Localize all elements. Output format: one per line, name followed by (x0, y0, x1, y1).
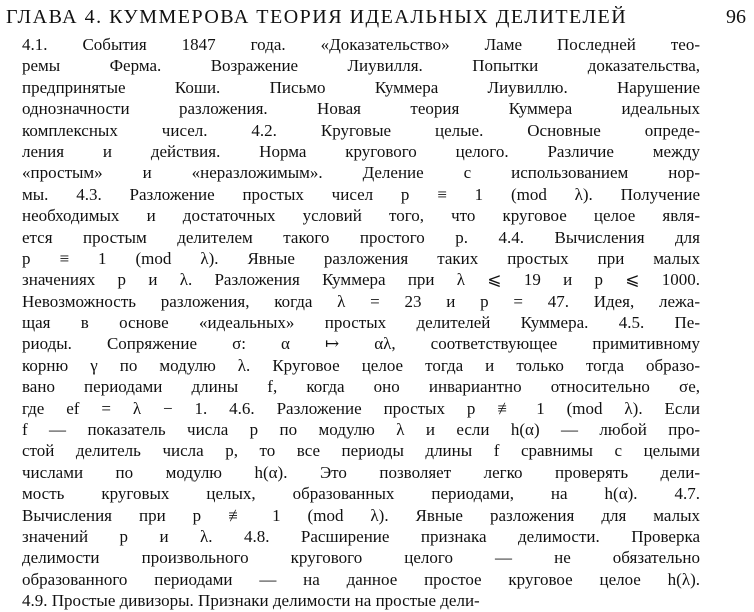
page-number: 96 (726, 6, 746, 28)
text-line: p ≡ 1 (mod λ). Явные разложения таких простых при малых (22, 248, 700, 268)
chapter-title: ГЛАВА 4. КУММЕРОВА ТЕОРИЯ ИДЕАЛЬНЫХ ДЕЛИТЕЛЕЙ (6, 6, 628, 28)
text-line: ления и действия. Норма кругового целого. Различие между (22, 141, 700, 161)
text-line: риоды. Сопряжение σ: α ↦ αλ, соответствующее примитивному (22, 334, 700, 354)
text-line: щая в основе «идеальных» простых делителей Куммера. 4.5. Пе- (22, 313, 700, 333)
text-line: образованного периодами — на данное простое круговое целое h(λ). (22, 569, 700, 589)
text-line: 4.1. События 1847 года. «Доказательство» Ламе Последней тео- (22, 35, 700, 54)
text-line: Вычисления при p ≢ 1 (mod λ). Явные разложения для малых (22, 505, 700, 525)
text-line: Невозможность разложения, когда λ = 23 и p = 47. Идея, лежа- (22, 291, 700, 311)
text-line: мы. 4.3. Разложение простых чисел p ≡ 1 (mod λ). Получение (22, 184, 700, 204)
text-line: значениях p и λ. Разложения Куммера при λ ⩽ 19 и p ⩽ 1000. (22, 270, 700, 290)
text-line: «простым» и «неразложимым». Деление с использованием нор- (22, 163, 700, 183)
text-line: числами по модулю h(α). Это позволяет легко проверять дели- (22, 462, 700, 482)
text-line: комплексных чисел. 4.2. Круговые целые. Основные опреде- (22, 120, 700, 140)
text-line: 4.9. Простые дивизоры. Признаки делимости на простые дели- (22, 591, 480, 611)
text-line: где ef = λ − 1. 4.6. Разложение простых p ≢ 1 (mod λ). Если (22, 398, 700, 418)
text-line: f — показатель числа p по модулю λ и если h(α) — любой про- (22, 420, 700, 440)
text-line: вано периодами длины f, когда оно инвариантно относительно σe, (22, 377, 700, 397)
text-line: корню γ по модулю λ. Круговое целое тогда и только тогда образо- (22, 355, 700, 375)
text-line: мость круговых целых, образованных периодами, на h(α). 4.7. (22, 484, 700, 504)
text-line: ется простым делителем такого простого p. 4.4. Вычисления для (22, 227, 700, 247)
text-line: предпринятые Коши. Письмо Куммера Лиувиллю. Нарушение (22, 77, 700, 97)
chapter-summary-paragraph (22, 34, 700, 612)
text-line: значений p и λ. 4.8. Расширение признака делимости. Проверка (22, 526, 700, 546)
text-line: делимости произвольного кругового целого — не обязательно (22, 548, 700, 568)
text-line: однозначности разложения. Новая теория Куммера идеальных (22, 99, 700, 119)
text-line: стой делитель числа p, то все периоды длины f сравнимы с целыми (22, 441, 700, 461)
running-head (6, 4, 746, 30)
text-line: ремы Ферма. Возражение Лиувилля. Попытки доказательства, (22, 56, 700, 76)
text-line: необходимых и достаточных условий того, что круговое целое явля- (22, 206, 700, 226)
